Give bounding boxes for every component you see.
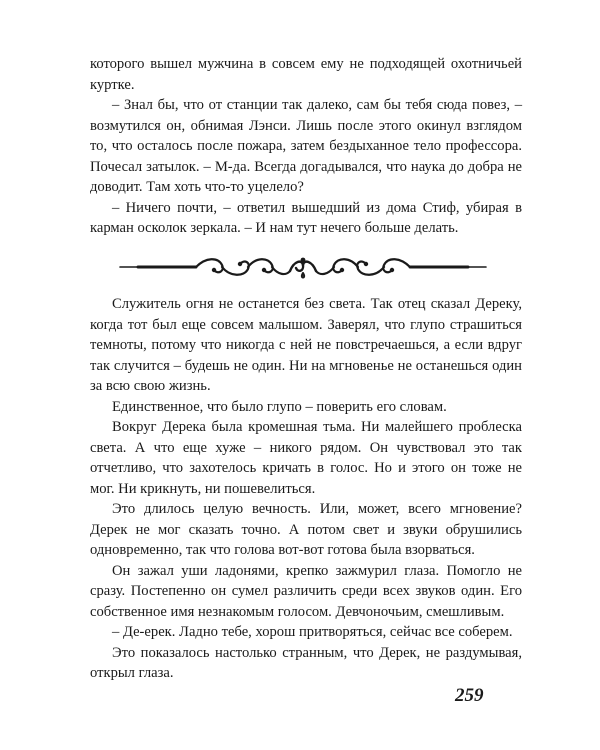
flourish-divider-icon	[118, 251, 488, 283]
paragraph: Единственное, что было глупо – поверить его словам.	[112, 398, 447, 415]
paragraph: Служитель огня не останется без света. Так отец сказал Дереку, когда тот был еще совсем малышом. Заверял, что глупо страшиться темноты, потому что никогда с ней не повстречаешься, а если вдруг так случится – будешь не один. Ни на мгновенье не останешься один за всю свою жизнь.	[90, 296, 522, 394]
paragraph: Это длилось целую вечность. Или, может, всего мгновение? Дерек не мог сказать точно. А потом свет и звуки обрушились одновременно, так что голова вот-вот готова была взорваться.	[90, 501, 522, 558]
paragraph: Это показалось настолько странным, что Дерек, не раздумывая, открыл глаза.	[90, 644, 522, 681]
text-section-2	[90, 294, 522, 684]
paragraph: – Ничего почти, – ответил вышедший из дома Стиф, убирая в карман осколок зеркала. – И нам тут нечего больше делать.	[90, 199, 522, 236]
page-number: 259	[455, 685, 484, 706]
paragraph: – Знал бы, что от станции так далеко, сам бы тебя сюда повез, – возмутился он, обнимая Лэнси. Лишь после этого окинул взглядом то, что осталось после пожара, затем бездыханное тело профессора. Почесал затылок. – М-да. Всегда догадывался, что наука до добра не доводит. Там хоть что-то уцелело?	[90, 97, 522, 195]
text-section-1	[90, 54, 522, 239]
paragraph: Вокруг Дерека была кромешная тьма. Ни малейшего проблеска света. А что еще хуже – никого рядом. Он чувствовал это так отчетливо, что захотелось кричать в голос. Но и этого он тоже не мог. Ни крикнуть, ни пошевелиться.	[90, 419, 522, 497]
paragraph: – Де-ерек. Ладно тебе, хорош притворяться, сейчас все соберем.	[112, 624, 513, 640]
paragraph: Он зажал уши ладонями, крепко зажмурил глаза. Помогло не сразу. Постепенно он сумел различить среди всех звуков один. Его собственное имя незнакомым голосом. Девчоночьим, смешливым.	[90, 562, 522, 620]
paragraph: которого вышел мужчина в совсем ему не подходящей охотничьей куртке.	[90, 56, 522, 93]
